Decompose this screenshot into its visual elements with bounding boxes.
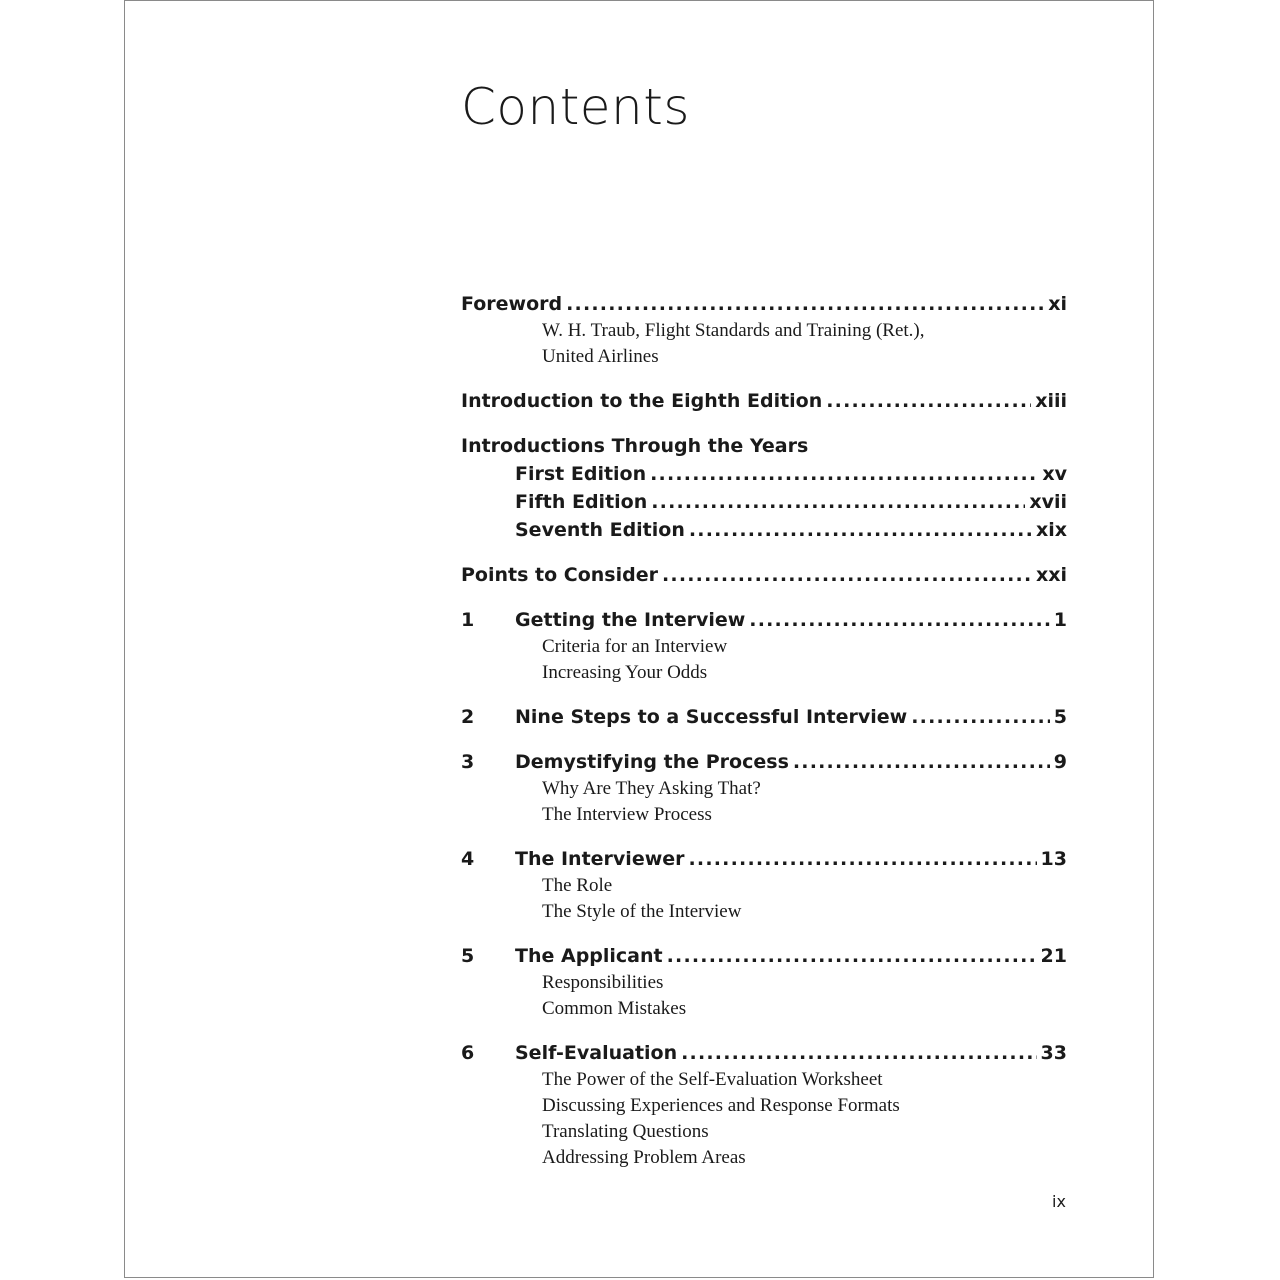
entry-label: The Interviewer — [515, 848, 685, 870]
toc-subentry: Increasing Your Odds — [542, 662, 708, 683]
toc-subentry: United Airlines — [542, 346, 659, 367]
entry-page: 9 — [1053, 751, 1067, 773]
toc-entry-chapter-4 — [461, 845, 1067, 873]
toc-subentry: The Interview Process — [542, 804, 712, 825]
dot-leader — [667, 942, 1037, 970]
dot-leader — [826, 387, 1031, 415]
toc-entry-chapter-1 — [461, 606, 1067, 634]
toc-subentry: Responsibilities — [542, 972, 664, 993]
entry-label: Fifth Edition — [515, 491, 648, 513]
toc-subentry: The Style of the Interview — [542, 901, 742, 922]
entry-page: 1 — [1053, 609, 1067, 631]
page-number: ix — [1052, 1192, 1066, 1211]
entry-page: xvii — [1029, 491, 1067, 513]
toc-entry-intros-years — [461, 432, 1067, 460]
dot-leader — [749, 606, 1049, 634]
toc-subentry: The Power of the Self-Evaluation Worksheet — [542, 1069, 883, 1090]
entry-page: xv — [1042, 463, 1067, 485]
toc-entry-chapter-6 — [461, 1039, 1067, 1067]
dot-leader — [689, 845, 1037, 873]
chapter-number: 6 — [461, 1042, 475, 1064]
toc-subentry: W. H. Traub, Flight Standards and Training (Ret.), — [542, 320, 925, 341]
entry-page: xix — [1035, 519, 1067, 541]
toc-entry-intro-eighth — [461, 387, 1067, 415]
dot-leader — [566, 290, 1044, 318]
dot-leader — [681, 1039, 1036, 1067]
dot-leader — [662, 561, 1032, 589]
entry-label: Getting the Interview — [515, 609, 746, 631]
toc-entry-foreword — [461, 290, 1067, 318]
toc-entry-chapter-3 — [461, 748, 1067, 776]
toc-subentry: Translating Questions — [542, 1121, 709, 1142]
toc-entry-seventh-edition — [461, 516, 1067, 544]
entry-label: The Applicant — [515, 945, 663, 967]
dot-leader — [651, 488, 1025, 516]
entry-page: 5 — [1053, 706, 1067, 728]
toc-entry-chapter-2 — [461, 703, 1067, 731]
chapter-number: 1 — [461, 609, 475, 631]
page-title: Contents — [461, 78, 690, 136]
entry-page: 33 — [1040, 1042, 1067, 1064]
entry-page: xxi — [1035, 564, 1067, 586]
entry-label: Foreword — [461, 293, 563, 315]
toc-entry-chapter-5 — [461, 942, 1067, 970]
entry-page: 13 — [1040, 848, 1067, 870]
entry-page: xi — [1048, 293, 1067, 315]
toc-entry-first-edition — [461, 460, 1067, 488]
entry-page: xiii — [1035, 390, 1067, 412]
toc-subentry: The Role — [542, 875, 613, 896]
toc-subentry: Common Mistakes — [542, 998, 687, 1019]
dot-leader — [911, 703, 1050, 731]
entry-label: Introductions Through the Years — [461, 435, 809, 457]
entry-label: Nine Steps to a Successful Interview — [515, 706, 908, 728]
entry-page: 21 — [1040, 945, 1067, 967]
toc-entry-fifth-edition — [461, 488, 1067, 516]
chapter-number: 2 — [461, 706, 475, 728]
entry-label: Seventh Edition — [515, 519, 685, 541]
dot-leader — [650, 460, 1038, 488]
toc-subentry: Why Are They Asking That? — [542, 778, 761, 799]
dot-leader — [689, 516, 1032, 544]
table-of-contents — [461, 290, 1067, 1171]
chapter-number: 4 — [461, 848, 475, 870]
entry-label: Demystifying the Process — [515, 751, 789, 773]
toc-subentry: Addressing Problem Areas — [542, 1147, 746, 1168]
toc-subentry: Discussing Experiences and Response Formats — [542, 1095, 900, 1116]
entry-label: Self-Evaluation — [515, 1042, 678, 1064]
dot-leader — [793, 748, 1050, 776]
toc-subentry: Criteria for an Interview — [542, 636, 728, 657]
chapter-number: 3 — [461, 751, 475, 773]
entry-label: First Edition — [515, 463, 647, 485]
entry-label: Introduction to the Eighth Edition — [461, 390, 823, 412]
chapter-number: 5 — [461, 945, 475, 967]
entry-label: Points to Consider — [461, 564, 658, 586]
toc-entry-points — [461, 561, 1067, 589]
